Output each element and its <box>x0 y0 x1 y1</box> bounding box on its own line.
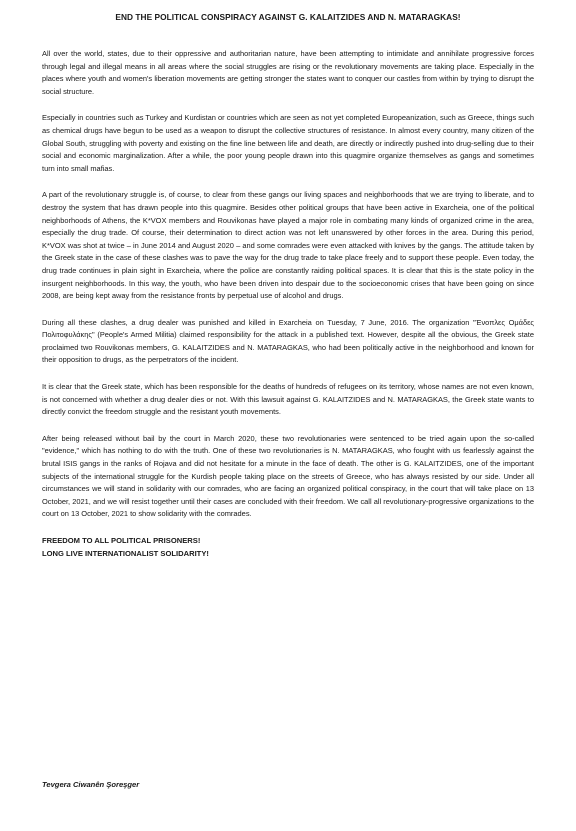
paragraph-1: All over the world, states, due to their oppressive and authoritarian nature, have been attempting to intimidate and annihilate progressive forces through legal and illegal means in all areas where the social struggles are rising or the revolutionary movements are taking place. Especially in the places where youth and women's liberation movements are getting stronger the states want to conquer our castles from within by trying to disrupt the social structure. <box>42 49 534 96</box>
paragraph-5: It is clear that the Greek state, which has been responsible for the deaths of hundreds of refugees on its territory, whose names are not even known, is not concerned with whether a drug dealer dies or not. With this lawsuit against G. KALAITZIDES and N. MATARAGKAS, the Greek state wants to directly convict the freedom struggle and the resistant youth movements. <box>42 382 534 417</box>
paragraph-2: Especially in countries such as Turkey and Kurdistan or countries which are seen as not yet completed Europeanization, such as Greece, things such as chemical drugs have begun to be used as a weapon to disrupt the collective structures of resistance. In almost every country, many citizen of the Global South, struggling with poverty and existing on the fine line between life and death, are directly or indirectly pushed into drug-selling due to their social and economic marginalization. After a while, the poor young people drawn into this quagmire organize themselves as gangs and sometimes turn into small mafias. <box>42 113 534 173</box>
paragraph-6: After being released without bail by the court in March 2020, these two revolutionaries were sentenced to be tried again upon the so-called "evidence," which has nothing to do with the truth. One of these two revolutionaries is N. MATARAGKAS, who fought with us fearlessly against the brutal ISIS gangs in the ranks of Rojava and did not hesitate for a minute in the face of death. The other is G. KALAITZIDES, one of the important subjects of the international struggle for the Kurdish people taking place on the streets of Greece, who has always resisted by our side. Under all circumstances we will stand in solidarity with our comrades, who are facing an organized political conspiracy, in the court that will take place on 13 October, 2021, and we will resist together until their cases are concluded with their freedom. We call all revolutionary-progressive organizations to the court on 13 October, 2021 to show solidarity with the comrades. <box>42 433 534 519</box>
paragraph-3: A part of the revolutionary struggle is, of course, to clear from these gangs our living spaces and neighborhoods that we are trying to liberate, and to destroy the system that has drawn people into this quagmire. Besides other political groups that have been active in Exarcheia, one of the political neighborhoods of Athens, the K*VOX members and Rouvikonas have played a major role in combating many kinds of organized crime in the area, especially the drug trade. Of course, their determination to direct action was not left unanswered by other forces in the area. During this period, K*VOX was shot at twice – in June 2014 and August 2020 – and some comrades were even attacked with knives by the gangs. The attitude taken by the Greek state in the case of these clashes was to pave the way for the drug trade to take place freely and to support these people. Even today, the drug trade continues in plain sight in Exarcheia, where the police are constantly raiding political spaces. It is clear that this is the state policy in the insurgent neighborhoods. In this way, the youth, who have been driven into despair due to the socioeconomic crises that have been going on since 2008, are being kept away from the resistance fronts by perpetual use of alcohol and drugs. <box>42 190 534 301</box>
signature: Tevgera Ciwanên Şoreşger <box>42 780 140 789</box>
slogans <box>42 535 534 560</box>
slogan-internationalist-solidarity: LONG LIVE INTERNATIONALIST SOLIDARITY! <box>42 548 209 558</box>
document-title: END THE POLITICAL CONSPIRACY AGAINST G. KALAITZIDES AND N. MATARAGKAS! <box>115 12 461 22</box>
paragraph-4: During all these clashes, a drug dealer was punished and killed in Exarcheia on Tuesday, 7 June, 2016. The organization "Ένοπλες Ομάδες Πολιτοφυλάκης" (People's Armed Militia) claimed responsibility for the attack in a published text. However, despite all the obvious, the Greek state proclaimed two Rouvikonas members, G. KALAITZIDES and N. MATARAGKAS, who had been politically active in the neighborhood and known for their opposition to drugs, as the perpetrators of the incident. <box>42 317 534 365</box>
slogan-political-prisoners: FREEDOM TO ALL POLITICAL PRISONERS! <box>42 536 201 545</box>
